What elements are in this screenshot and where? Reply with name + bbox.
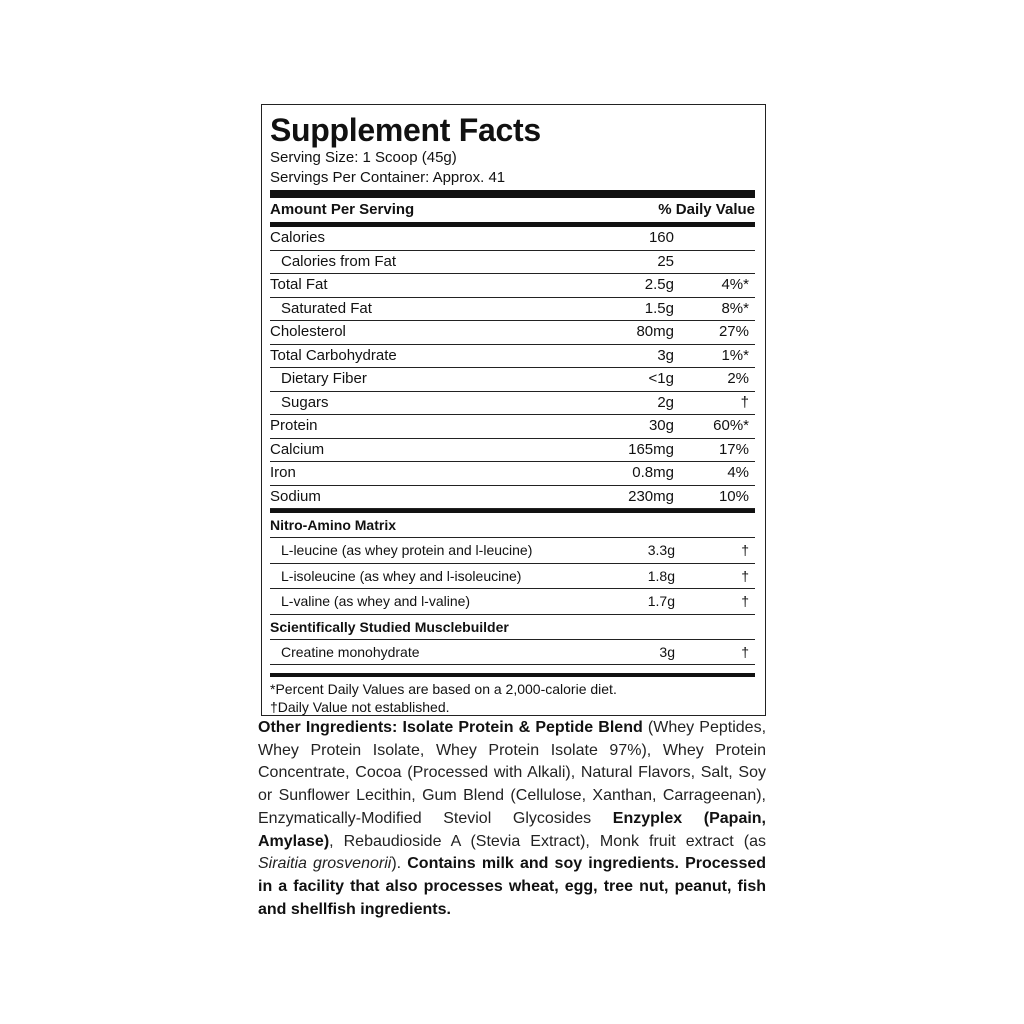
ingredient-name: Creatine monohydrate <box>281 643 420 660</box>
nutrient-daily-value: 4% <box>727 464 749 481</box>
ingredients-text: ). <box>391 855 408 873</box>
nutrient-row <box>270 368 755 392</box>
ingredients-text: (Whey Peptides, Whey Protein Isolate, Whey Protein Isolate 97%), Whey Protein Concentrate, Cocoa (Processed with Alkali), Natural Flavors, Salt, Soy or Sunflower Lecithin, Gum Blend (Cellulose, Xanthan, Carrageenan), Enzymatically-Modified Steviol Glycosides <box>258 719 767 827</box>
musclebuilder-table <box>270 640 755 666</box>
nutrient-name: Calcium <box>270 440 325 458</box>
serving-size: Serving Size: 1 Scoop (45g) <box>270 149 457 166</box>
ingredient-row <box>270 640 755 666</box>
nutrient-row <box>270 321 755 345</box>
nutrient-amount: 2g <box>657 393 674 411</box>
musclebuilder-title: Scientifically Studied Musclebuilder <box>270 615 755 640</box>
ingredient-amount: 1.7g <box>647 593 675 609</box>
nutrient-amount: 165mg <box>628 440 674 458</box>
footnotes <box>270 680 755 716</box>
nutrient-row <box>270 392 755 416</box>
nutrient-amount: 230mg <box>628 487 674 505</box>
other-ingredients-label: Other Ingredients: Isolate Protein & Peptide Blend <box>258 719 643 736</box>
nutrient-amount: 30g <box>648 417 674 434</box>
nutrient-daily-value: 1%* <box>721 346 749 364</box>
footnote: †Daily Value not established. <box>270 699 450 715</box>
other-ingredients <box>258 717 766 921</box>
nutrient-name: Total Carbohydrate <box>270 346 397 364</box>
nutrient-daily-value: 10% <box>718 487 749 505</box>
nutrient-row <box>270 486 755 510</box>
nutrient-row <box>270 462 755 486</box>
ingredient-amount: 3g <box>659 643 675 660</box>
ingredient-daily-value: † <box>741 542 749 558</box>
ingredient-daily-value: † <box>741 643 749 660</box>
nutrient-name: Total Fat <box>270 276 328 293</box>
nutrient-name: Dietary Fiber <box>281 370 367 387</box>
nutrient-daily-value: 4%* <box>721 276 749 293</box>
nutrient-daily-value: 27% <box>718 323 749 340</box>
ingredient-name: L-valine (as whey and l-valine) <box>281 593 471 609</box>
ingredient-row <box>270 564 755 590</box>
ingredient-amount: 1.8g <box>647 567 675 584</box>
divider-thick <box>270 190 755 198</box>
nutrient-amount: 80mg <box>636 323 674 340</box>
supplement-facts-panel <box>261 104 766 716</box>
amount-header <box>270 198 755 227</box>
matrix-table <box>270 538 755 615</box>
divider-medium <box>270 673 755 677</box>
nutrient-name: Sugars <box>281 393 329 411</box>
nutrient-name: Cholesterol <box>270 323 346 340</box>
nutrient-daily-value: 8%* <box>721 299 749 317</box>
nutrient-row <box>270 227 755 251</box>
nutrient-row <box>270 251 755 275</box>
ingredient-row <box>270 589 755 615</box>
nutrient-row <box>270 274 755 298</box>
nutrient-daily-value: 60%* <box>713 417 749 434</box>
nutrient-amount: 2.5g <box>644 276 674 293</box>
nutrient-row <box>270 415 755 439</box>
ingredients-text: , Rebaudioside A (Stevia Extract), Monk fruit extract (as <box>329 832 766 850</box>
nutrient-table <box>270 227 755 509</box>
daily-value-label: % Daily Value <box>658 201 755 218</box>
panel-title: Supplement Facts <box>270 112 541 148</box>
ingredient-name: L-isoleucine (as whey and l-isoleucine) <box>281 567 522 584</box>
allergen-statement: Contains milk and soy ingredients. Processed in a facility that also processes wheat, egg, tree nut, peanut, fish and shellfish ingredients. <box>258 855 767 918</box>
nutrient-row <box>270 439 755 463</box>
ingredient-daily-value: † <box>741 593 749 609</box>
nutrient-amount: 3g <box>657 346 674 364</box>
nutrient-name: Sodium <box>270 487 321 505</box>
nutrient-amount: 0.8mg <box>632 464 674 481</box>
footnote: *Percent Daily Values are based on a 2,000-calorie diet. <box>270 681 617 697</box>
ingredient-daily-value: † <box>741 567 749 584</box>
nutrient-amount: <1g <box>648 370 674 387</box>
nutrient-amount: 160 <box>648 229 674 246</box>
nutrient-name: Iron <box>270 464 296 481</box>
enzyplex-text: Enzyplex (Papain, Amylase) <box>258 809 767 850</box>
nutrient-name: Calories from Fat <box>281 252 397 270</box>
nutrient-daily-value: † <box>740 393 749 411</box>
latin-name: Siraitia grosvenorii <box>258 855 392 873</box>
nutrient-name: Saturated Fat <box>281 299 372 317</box>
servings-per-container: Servings Per Container: Approx. 41 <box>270 169 506 186</box>
ingredient-name: L-leucine (as whey protein and l-leucine) <box>281 542 533 558</box>
nutrient-name: Calories <box>270 229 326 246</box>
ingredient-amount: 3.3g <box>647 542 675 558</box>
nutrient-row <box>270 345 755 369</box>
amount-per-serving-label: Amount Per Serving <box>270 201 415 218</box>
matrix-title: Nitro-Amino Matrix <box>270 513 755 538</box>
nutrient-daily-value: 2% <box>727 370 749 387</box>
nutrient-amount: 25 <box>657 252 674 270</box>
nutrient-row <box>270 298 755 322</box>
nutrient-name: Protein <box>270 417 318 434</box>
nutrient-amount: 1.5g <box>644 299 674 317</box>
nutrient-daily-value: 17% <box>718 440 749 458</box>
ingredient-row <box>270 538 755 564</box>
